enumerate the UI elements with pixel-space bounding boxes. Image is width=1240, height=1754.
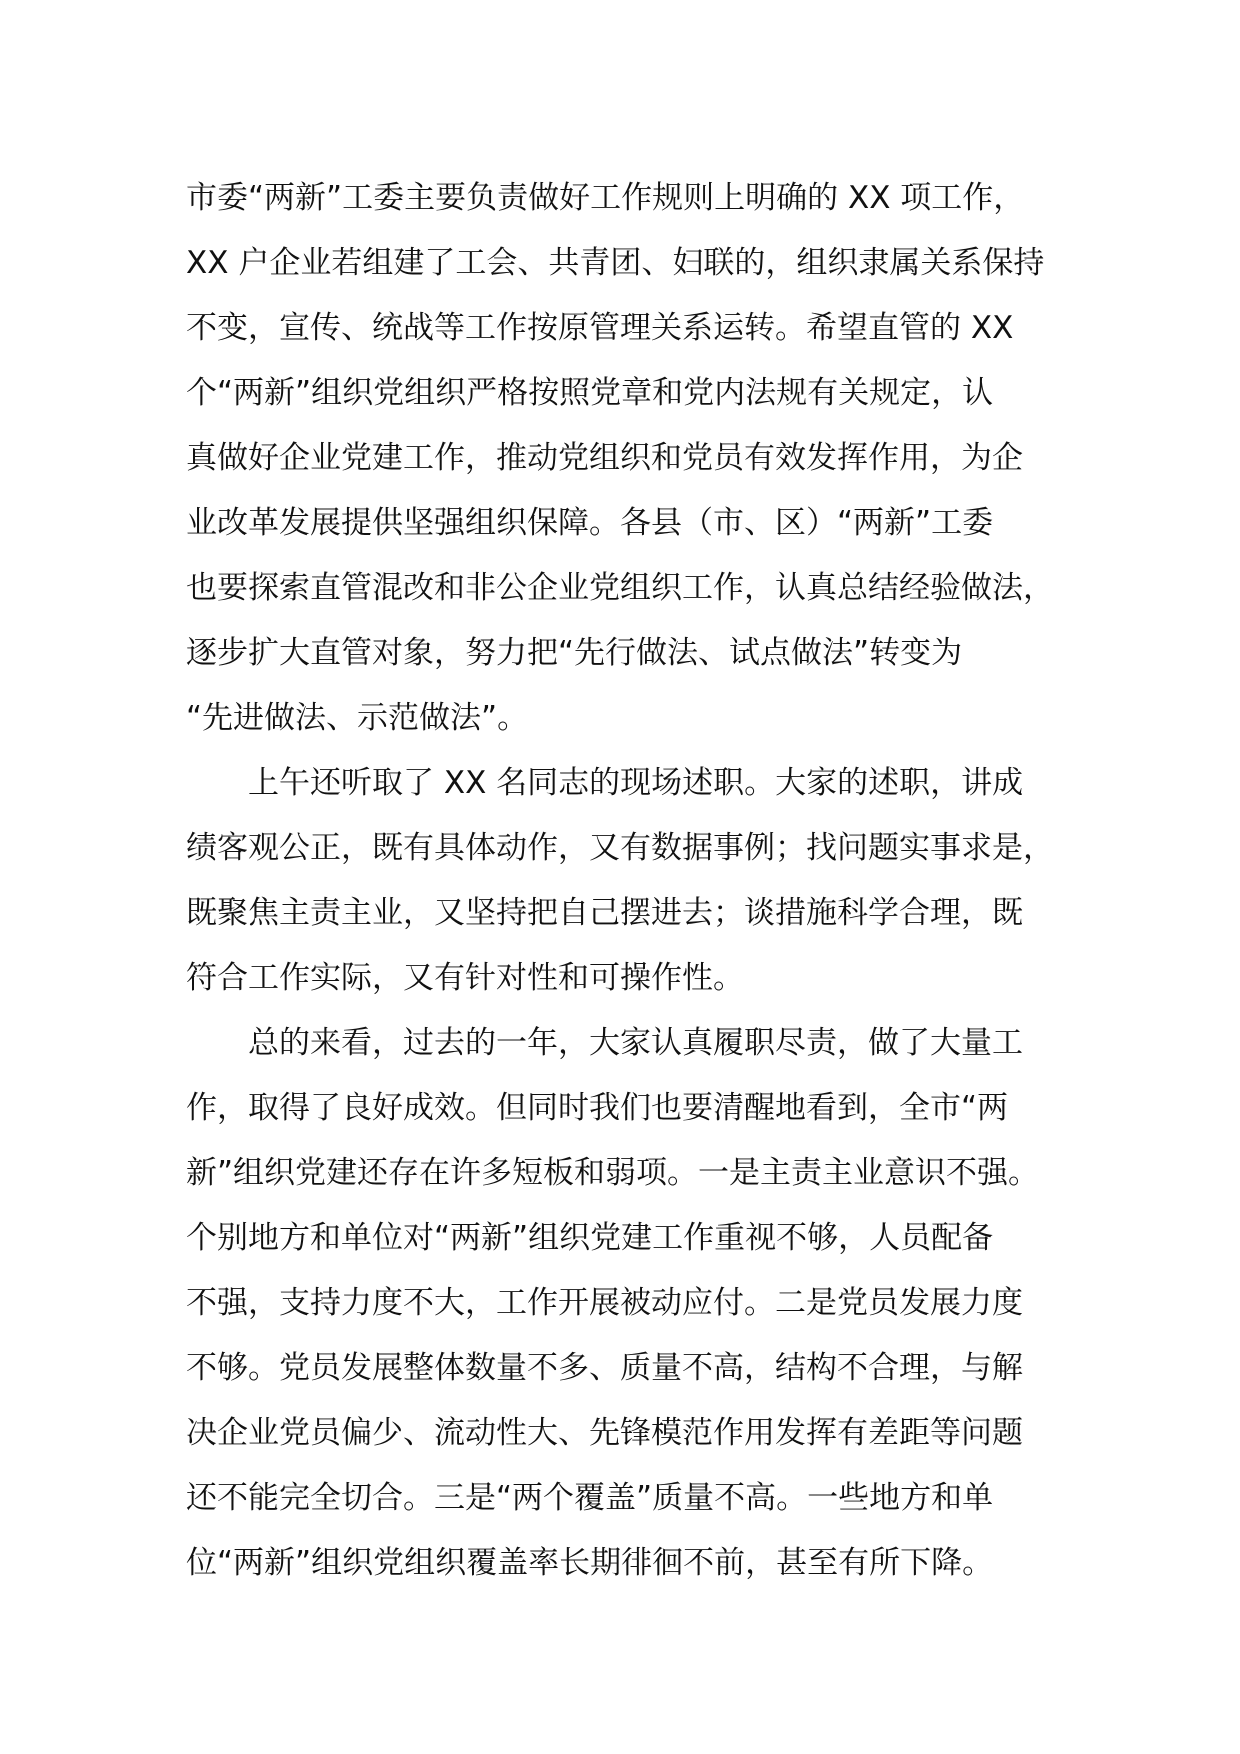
paragraph-1: [186, 166, 1086, 751]
text-line: 业改革发展提供坚强组织保障。各县（市、区）“两新”工委: [186, 505, 994, 541]
paragraph-3: [186, 1011, 1086, 1596]
text-line: “先进做法、示范做法”。: [186, 700, 529, 736]
text-line: 新”组织党建还存在许多短板和弱项。一是主责主业意识不强。: [186, 1155, 1040, 1191]
text-line: 符合工作实际，又有针对性和可操作性。: [186, 960, 744, 996]
text-line: 作，取得了良好成效。但同时我们也要清醒地看到，全市“两: [186, 1090, 1009, 1126]
text-line: 个别地方和单位对“两新”组织党建工作重视不够，人员配备: [186, 1220, 994, 1256]
text-line: XX 户企业若组建了工会、共青团、妇联的，组织隶属关系保持: [186, 245, 1045, 281]
text-line: 位“两新”组织党组织覆盖率长期徘徊不前，甚至有所下降。: [186, 1545, 994, 1581]
paragraph-2: [186, 751, 1086, 1011]
text-line: 逐步扩大直管对象，努力把“先行做法、试点做法”转变为: [186, 635, 963, 671]
text-line: 不变，宣传、统战等工作按原管理关系运转。希望直管的 XX: [186, 310, 1014, 346]
text-line: 不强，支持力度不大，工作开展被动应付。二是党员发展力度: [186, 1285, 1023, 1321]
text-line: 不够。党员发展整体数量不多、质量不高，结构不合理，与解: [186, 1350, 1023, 1386]
text-line: 个“两新”组织党组织严格按照党章和党内法规有关规定，认: [186, 375, 994, 411]
text-line: 真做好企业党建工作，推动党组织和党员有效发挥作用，为企: [186, 440, 1023, 476]
text-line: 决企业党员偏少、流动性大、先锋模范作用发挥有差距等问题: [186, 1415, 1023, 1451]
text-line: 也要探索直管混改和非公企业党组织工作，认真总结经验做法，: [186, 570, 1054, 606]
text-line: 还不能完全切合。三是“两个覆盖”质量不高。一些地方和单: [186, 1480, 994, 1516]
document-body: [186, 166, 1086, 1596]
text-line: 总的来看，过去的一年，大家认真履职尽责，做了大量工: [248, 1025, 1023, 1061]
text-line: 绩客观公正，既有具体动作，又有数据事例；找问题实事求是，: [186, 830, 1054, 866]
text-line: 市委“两新”工委主要负责做好工作规则上明确的 XX 项工作，: [186, 180, 1025, 216]
text-line: 既聚焦主责主业，又坚持把自己摆进去；谈措施科学合理，既: [186, 895, 1023, 931]
text-line: 上午还听取了 XX 名同志的现场述职。大家的述职，讲成: [248, 765, 1024, 801]
